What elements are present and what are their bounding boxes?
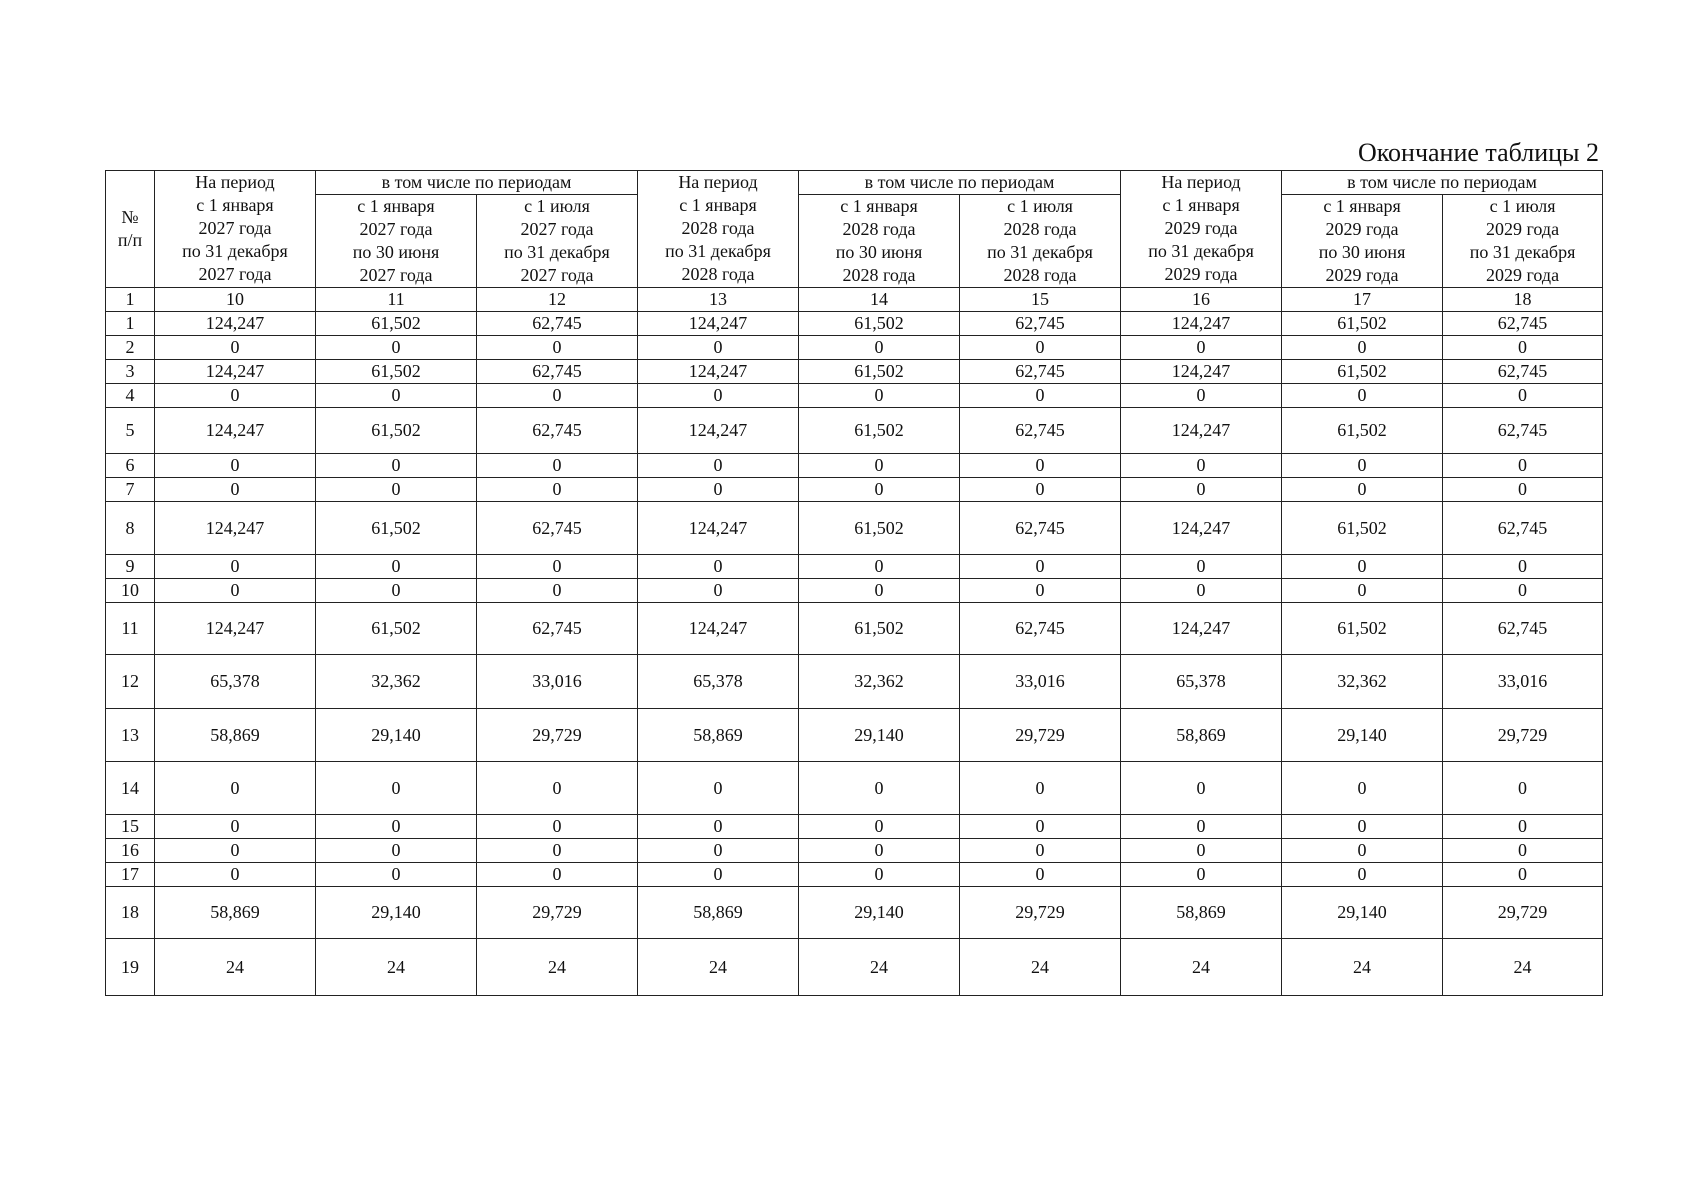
value-cell: 62,745: [960, 603, 1121, 655]
table-row: [106, 384, 1603, 408]
value-cell: 32,362: [1282, 655, 1443, 709]
table-row: [106, 579, 1603, 603]
value-cell: 61,502: [1282, 408, 1443, 454]
value-cell: 0: [155, 384, 316, 408]
value-cell: 24: [1121, 939, 1282, 996]
value-cell: 29,729: [477, 887, 638, 939]
subperiods-2029-header: в том числе по периодам: [1282, 171, 1603, 195]
value-cell: 29,140: [316, 709, 477, 762]
value-cell: 24: [477, 939, 638, 996]
row-number-cell: 13: [106, 709, 155, 762]
value-cell: 0: [799, 454, 960, 478]
value-cell: 124,247: [1121, 603, 1282, 655]
period-2027-header: На период с 1 января 2027 года по 31 декабря 2027 года: [155, 171, 316, 288]
value-cell: 0: [1282, 384, 1443, 408]
value-cell: 32,362: [316, 655, 477, 709]
value-cell: 0: [155, 478, 316, 502]
row-number-header: № п/п: [106, 171, 155, 288]
value-cell: 29,140: [316, 887, 477, 939]
value-cell: 0: [316, 384, 477, 408]
value-cell: 62,745: [1443, 502, 1603, 555]
value-cell: 58,869: [1121, 887, 1282, 939]
value-cell: 62,745: [477, 502, 638, 555]
value-cell: 24: [316, 939, 477, 996]
value-cell: 0: [155, 555, 316, 579]
value-cell: 65,378: [155, 655, 316, 709]
value-cell: 24: [960, 939, 1121, 996]
value-cell: 0: [477, 762, 638, 815]
value-cell: 0: [155, 815, 316, 839]
value-cell: 124,247: [638, 502, 799, 555]
column-index: 18: [1443, 288, 1603, 312]
row-number-cell: 7: [106, 478, 155, 502]
period-2029-header: На период с 1 января 2029 года по 31 декабря 2029 года: [1121, 171, 1282, 288]
value-cell: 29,729: [477, 709, 638, 762]
value-cell: 0: [1443, 336, 1603, 360]
value-cell: 0: [477, 815, 638, 839]
value-cell: 24: [155, 939, 316, 996]
table-row: [106, 839, 1603, 863]
value-cell: 0: [960, 454, 1121, 478]
value-cell: 0: [155, 863, 316, 887]
value-cell: 0: [799, 555, 960, 579]
value-cell: 0: [316, 839, 477, 863]
value-cell: 29,729: [960, 709, 1121, 762]
value-cell: 0: [1282, 762, 1443, 815]
value-cell: 0: [1282, 336, 1443, 360]
column-index: 14: [799, 288, 960, 312]
row-number-cell: 2: [106, 336, 155, 360]
value-cell: 0: [960, 839, 1121, 863]
value-cell: 58,869: [155, 887, 316, 939]
value-cell: 62,745: [477, 408, 638, 454]
value-cell: 33,016: [960, 655, 1121, 709]
value-cell: 0: [799, 815, 960, 839]
subperiod-2027-h1-header: с 1 января 2027 года по 30 июня 2027 года: [316, 195, 477, 288]
value-cell: 33,016: [1443, 655, 1603, 709]
value-cell: 0: [960, 815, 1121, 839]
table-row: [106, 655, 1603, 709]
row-number-cell: 14: [106, 762, 155, 815]
value-cell: 61,502: [1282, 502, 1443, 555]
value-cell: 0: [155, 336, 316, 360]
value-cell: 124,247: [155, 502, 316, 555]
value-cell: 0: [316, 454, 477, 478]
value-cell: 0: [1121, 815, 1282, 839]
row-number-cell: 8: [106, 502, 155, 555]
value-cell: 0: [155, 839, 316, 863]
value-cell: 61,502: [316, 603, 477, 655]
value-cell: 0: [799, 762, 960, 815]
value-cell: 29,140: [799, 709, 960, 762]
value-cell: 0: [1282, 815, 1443, 839]
value-cell: 0: [1282, 555, 1443, 579]
value-cell: 0: [477, 555, 638, 579]
row-number-cell: 17: [106, 863, 155, 887]
value-cell: 0: [316, 555, 477, 579]
value-cell: 0: [1121, 863, 1282, 887]
value-cell: 61,502: [1282, 312, 1443, 336]
value-cell: 0: [638, 839, 799, 863]
table-row: [106, 762, 1603, 815]
value-cell: 0: [155, 454, 316, 478]
value-cell: 124,247: [638, 603, 799, 655]
value-cell: 0: [316, 579, 477, 603]
value-cell: 0: [1282, 478, 1443, 502]
value-cell: 0: [1121, 384, 1282, 408]
value-cell: 61,502: [316, 408, 477, 454]
subperiod-2028-h1-header: с 1 января 2028 года по 30 июня 2028 года: [799, 195, 960, 288]
row-number-cell: 18: [106, 887, 155, 939]
value-cell: 62,745: [1443, 408, 1603, 454]
subperiods-2028-header: в том числе по периодам: [799, 171, 1121, 195]
table-row: [106, 603, 1603, 655]
value-cell: 24: [799, 939, 960, 996]
value-cell: 0: [1121, 839, 1282, 863]
row-number-cell: 11: [106, 603, 155, 655]
table-header: [106, 171, 1603, 312]
value-cell: 0: [799, 579, 960, 603]
value-cell: 0: [960, 579, 1121, 603]
value-cell: 0: [1443, 555, 1603, 579]
value-cell: 29,729: [960, 887, 1121, 939]
value-cell: 61,502: [316, 360, 477, 384]
value-cell: 62,745: [960, 360, 1121, 384]
column-index: 11: [316, 288, 477, 312]
value-cell: 0: [1121, 579, 1282, 603]
value-cell: 61,502: [316, 312, 477, 336]
value-cell: 0: [155, 579, 316, 603]
value-cell: 0: [1282, 839, 1443, 863]
value-cell: 29,729: [1443, 887, 1603, 939]
column-index: 13: [638, 288, 799, 312]
value-cell: 0: [799, 384, 960, 408]
value-cell: 0: [960, 555, 1121, 579]
value-cell: 0: [1443, 478, 1603, 502]
column-index: 1: [106, 288, 155, 312]
value-cell: 58,869: [638, 709, 799, 762]
value-cell: 0: [799, 839, 960, 863]
value-cell: 124,247: [155, 360, 316, 384]
value-cell: 24: [1443, 939, 1603, 996]
value-cell: 33,016: [477, 655, 638, 709]
value-cell: 62,745: [477, 603, 638, 655]
value-cell: 124,247: [1121, 312, 1282, 336]
table-row: [106, 360, 1603, 384]
value-cell: 62,745: [477, 360, 638, 384]
value-cell: 0: [316, 762, 477, 815]
table-row: [106, 863, 1603, 887]
table-body: [106, 312, 1603, 996]
column-index: 17: [1282, 288, 1443, 312]
value-cell: 32,362: [799, 655, 960, 709]
value-cell: 0: [477, 336, 638, 360]
column-index: 16: [1121, 288, 1282, 312]
table-row: [106, 336, 1603, 360]
value-cell: 0: [1443, 579, 1603, 603]
table-row: [106, 815, 1603, 839]
table-row: [106, 408, 1603, 454]
value-cell: 0: [316, 815, 477, 839]
value-cell: 61,502: [799, 360, 960, 384]
value-cell: 0: [1121, 762, 1282, 815]
value-cell: 62,745: [1443, 360, 1603, 384]
value-cell: 124,247: [1121, 360, 1282, 384]
value-cell: 61,502: [1282, 360, 1443, 384]
value-cell: 61,502: [316, 502, 477, 555]
value-cell: 0: [1121, 336, 1282, 360]
value-cell: 62,745: [1443, 312, 1603, 336]
value-cell: 65,378: [1121, 655, 1282, 709]
subperiod-2029-h1-header: с 1 января 2029 года по 30 июня 2029 года: [1282, 195, 1443, 288]
row-number-cell: 9: [106, 555, 155, 579]
value-cell: 0: [960, 336, 1121, 360]
table-row: [106, 502, 1603, 555]
value-cell: 0: [1282, 454, 1443, 478]
row-number-cell: 10: [106, 579, 155, 603]
value-cell: 0: [960, 384, 1121, 408]
value-cell: 0: [477, 579, 638, 603]
value-cell: 0: [1443, 839, 1603, 863]
value-cell: 62,745: [960, 502, 1121, 555]
table-row: [106, 454, 1603, 478]
row-number-cell: 16: [106, 839, 155, 863]
value-cell: 0: [477, 863, 638, 887]
value-cell: 0: [799, 336, 960, 360]
value-cell: 0: [960, 762, 1121, 815]
value-cell: 62,745: [477, 312, 638, 336]
value-cell: 0: [638, 579, 799, 603]
table-row: [106, 312, 1603, 336]
value-cell: 61,502: [799, 408, 960, 454]
value-cell: 24: [638, 939, 799, 996]
value-cell: 0: [155, 762, 316, 815]
row-number-cell: 6: [106, 454, 155, 478]
value-cell: 124,247: [638, 360, 799, 384]
value-cell: 0: [799, 478, 960, 502]
value-cell: 61,502: [799, 502, 960, 555]
value-cell: 0: [960, 478, 1121, 502]
row-number-cell: 1: [106, 312, 155, 336]
value-cell: 0: [1443, 384, 1603, 408]
value-cell: 58,869: [155, 709, 316, 762]
value-cell: 0: [1121, 478, 1282, 502]
value-cell: 0: [477, 384, 638, 408]
value-cell: 0: [477, 454, 638, 478]
value-cell: 62,745: [1443, 603, 1603, 655]
value-cell: 0: [638, 762, 799, 815]
subperiod-2027-h2-header: с 1 июля 2027 года по 31 декабря 2027 года: [477, 195, 638, 288]
row-number-cell: 3: [106, 360, 155, 384]
column-index: 15: [960, 288, 1121, 312]
value-cell: 58,869: [638, 887, 799, 939]
value-cell: 0: [638, 454, 799, 478]
value-cell: 124,247: [155, 603, 316, 655]
value-cell: 0: [638, 478, 799, 502]
value-cell: 124,247: [155, 312, 316, 336]
value-cell: 29,140: [799, 887, 960, 939]
table-row: [106, 939, 1603, 996]
column-index: 12: [477, 288, 638, 312]
value-cell: 0: [1121, 555, 1282, 579]
value-cell: 0: [316, 478, 477, 502]
value-cell: 61,502: [799, 603, 960, 655]
column-index-row: [106, 288, 1603, 312]
column-index: 10: [155, 288, 316, 312]
value-cell: 124,247: [1121, 502, 1282, 555]
row-number-cell: 19: [106, 939, 155, 996]
table-caption: Окончание таблицы 2: [1357, 138, 1599, 167]
row-number-cell: 15: [106, 815, 155, 839]
value-cell: 65,378: [638, 655, 799, 709]
value-cell: 124,247: [638, 312, 799, 336]
period-2028-header: На период с 1 января 2028 года по 31 декабря 2028 года: [638, 171, 799, 288]
table-row: [106, 478, 1603, 502]
value-cell: 0: [1443, 762, 1603, 815]
value-cell: 0: [1443, 863, 1603, 887]
value-cell: 0: [638, 384, 799, 408]
value-cell: 0: [1443, 454, 1603, 478]
value-cell: 0: [638, 336, 799, 360]
value-cell: 124,247: [155, 408, 316, 454]
value-cell: 0: [638, 863, 799, 887]
row-number-cell: 4: [106, 384, 155, 408]
value-cell: 0: [1282, 863, 1443, 887]
subperiod-2029-h2-header: с 1 июля 2029 года по 31 декабря 2029 года: [1443, 195, 1603, 288]
value-cell: 24: [1282, 939, 1443, 996]
value-cell: 29,140: [1282, 887, 1443, 939]
value-cell: 124,247: [1121, 408, 1282, 454]
table-row: [106, 887, 1603, 939]
value-cell: 0: [316, 863, 477, 887]
data-table: [105, 170, 1603, 996]
row-number-cell: 12: [106, 655, 155, 709]
value-cell: 0: [1282, 579, 1443, 603]
value-cell: 61,502: [799, 312, 960, 336]
value-cell: 0: [1121, 454, 1282, 478]
value-cell: 62,745: [960, 408, 1121, 454]
subperiod-2028-h2-header: с 1 июля 2028 года по 31 декабря 2028 года: [960, 195, 1121, 288]
subperiods-2027-header: в том числе по периодам: [316, 171, 638, 195]
value-cell: 0: [316, 336, 477, 360]
value-cell: 62,745: [960, 312, 1121, 336]
value-cell: 0: [638, 815, 799, 839]
value-cell: 0: [799, 863, 960, 887]
value-cell: 0: [477, 478, 638, 502]
value-cell: 124,247: [638, 408, 799, 454]
value-cell: 61,502: [1282, 603, 1443, 655]
row-number-cell: 5: [106, 408, 155, 454]
value-cell: 58,869: [1121, 709, 1282, 762]
value-cell: 0: [960, 863, 1121, 887]
table-row: [106, 555, 1603, 579]
value-cell: 29,729: [1443, 709, 1603, 762]
value-cell: 0: [477, 839, 638, 863]
value-cell: 29,140: [1282, 709, 1443, 762]
table-row: [106, 709, 1603, 762]
value-cell: 0: [1443, 815, 1603, 839]
value-cell: 0: [638, 555, 799, 579]
